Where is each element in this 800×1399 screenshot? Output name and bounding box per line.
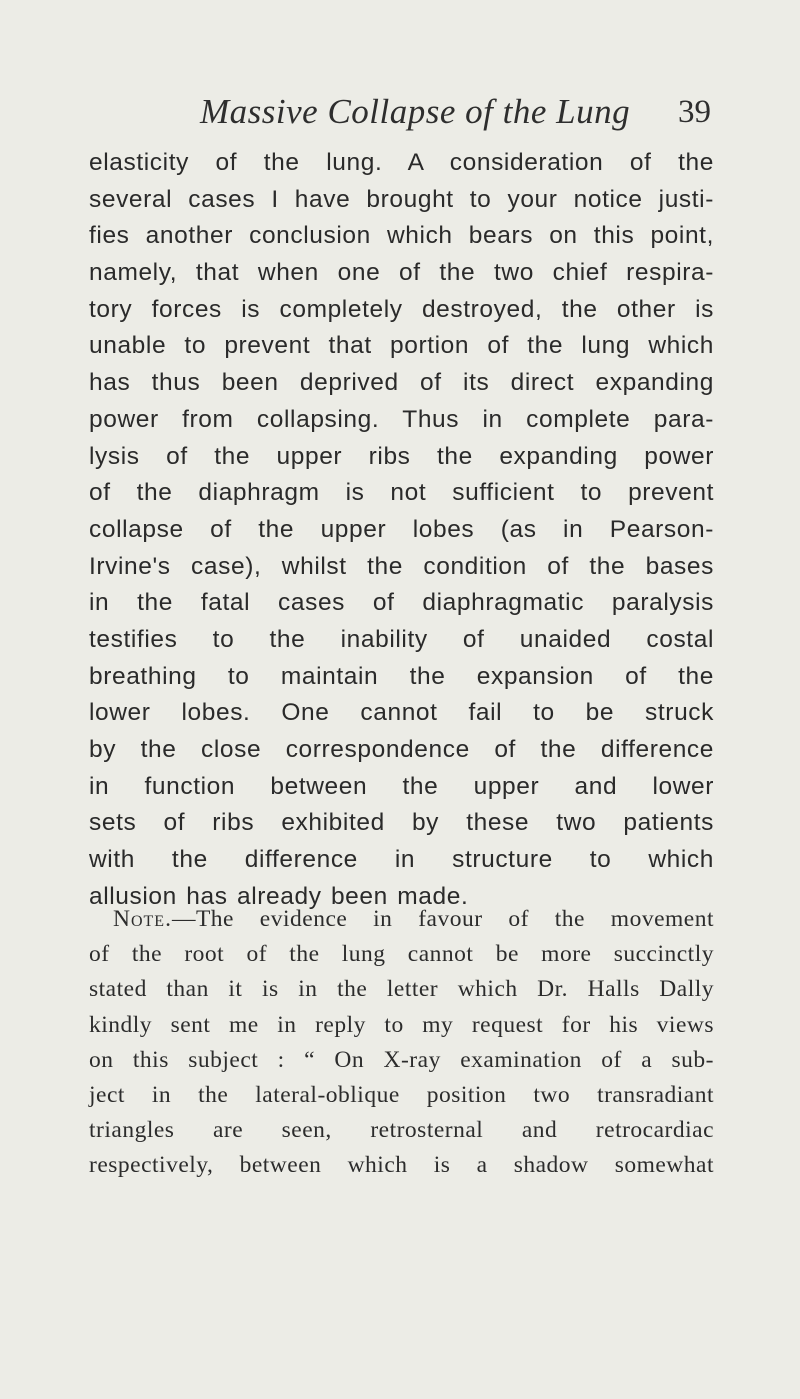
body-line: power from collapsing. Thus in complete para- (89, 405, 714, 433)
note-line: kindly sent me in reply to my request for his views (89, 1011, 714, 1038)
note-line: stated than it is in the letter which Dr. Halls Dally (89, 976, 714, 1003)
note-line: respectively, between which is a shadow somewhat (89, 1152, 714, 1179)
body-line: breathing to maintain the expansion of the (89, 662, 714, 690)
body-paragraph (89, 145, 714, 915)
body-line: Irvine's case), whilst the condition of the bases (89, 552, 714, 580)
body-line: tory forces is completely destroyed, the other is (89, 295, 714, 323)
body-line: with the difference in structure to which (89, 846, 714, 874)
body-line: allusion has already been made. (89, 882, 469, 910)
body-line: testifies to the inability of unaided costal (89, 625, 714, 653)
note-line: on this subject : “ On X-ray examination of a sub- (89, 1046, 714, 1073)
body-line: in function between the upper and lower (89, 772, 714, 800)
body-line: sets of ribs exhibited by these two patients (89, 809, 714, 837)
body-line: unable to prevent that portion of the lung which (89, 332, 714, 360)
body-line: elasticity of the lung. A consideration of the (89, 149, 714, 176)
note-label: Note. (113, 906, 172, 932)
body-line: namely, that when one of the two chief respira- (89, 259, 714, 287)
running-title: Massive Collapse of the Lung (200, 92, 631, 131)
body-line: several cases I have brought to your notice justi- (89, 185, 714, 213)
body-line: lysis of the upper ribs the expanding power (89, 442, 714, 470)
note-line: triangles are seen, retrosternal and retrocardiac (89, 1117, 714, 1144)
running-head (0, 92, 800, 142)
body-line: collapse of the upper lobes (as in Pearson- (89, 515, 714, 543)
note-line: of the root of the lung cannot be more succinctly (89, 941, 714, 968)
note-paragraph (89, 902, 714, 1184)
body-line: lower lobes. One cannot fail to be struck (89, 699, 714, 727)
body-line: has thus been deprived of its direct expanding (89, 369, 714, 397)
page-number: 39 (678, 94, 711, 130)
body-line: fies another conclusion which bears on this point, (89, 222, 714, 250)
body-line: in the fatal cases of diaphragmatic paralysis (89, 589, 714, 617)
body-line: by the close correspondence of the difference (89, 736, 714, 763)
note-first-line (89, 902, 714, 937)
body-line: of the diaphragm is not sufficient to prevent (89, 479, 714, 507)
note-line: ject in the lateral-oblique position two transradiant (89, 1081, 714, 1108)
note-first-line-text: —The evidence in favour of the movement (171, 906, 714, 932)
